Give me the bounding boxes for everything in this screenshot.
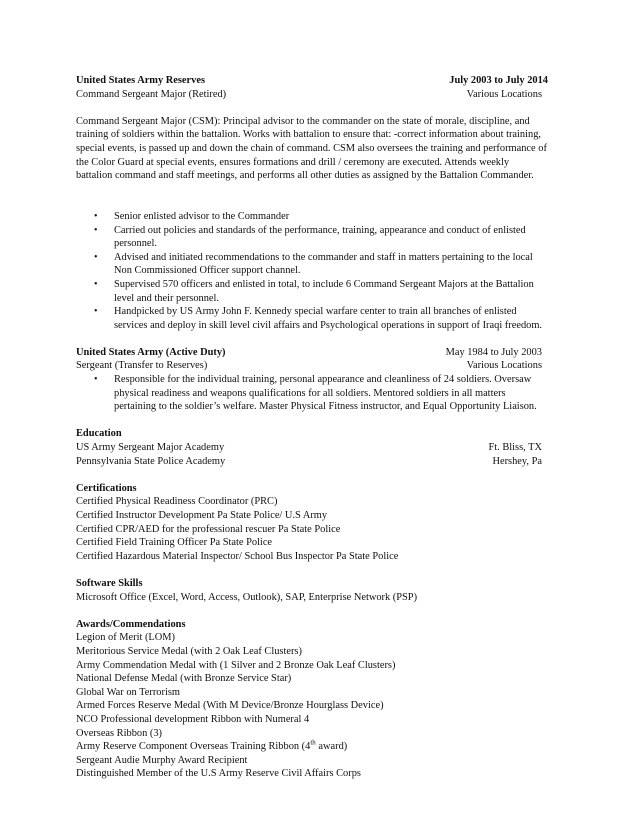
resume-page <box>76 74 548 781</box>
certification-item: Certified Instructor Development Pa State Police/ U.S Army <box>76 510 328 521</box>
award-item-reserve-ribbon <box>76 740 548 754</box>
award-text: award) <box>315 741 348 753</box>
list-item: • Supervised 570 officers and enlisted in total, to include 6 Command Sergeant Majors at the Battalion level and their personnel. <box>92 278 548 305</box>
education-school: US Army Sergeant Major Academy <box>76 442 225 454</box>
job1-title: Command Sergeant Major (Retired) <box>76 88 227 100</box>
award-item: Meritorious Service Medal (with 2 Oak Leaf Clusters) <box>76 645 302 657</box>
job1-subheader <box>76 88 548 102</box>
award-item: National Defense Medal (with Bronze Service Star) <box>76 673 292 685</box>
job2-title: Sergeant (Transfer to Reserves) <box>76 360 208 372</box>
list-item: • Advised and initiated recommendations to the commander and staff in matters pertaining to the local Non Commissioned Officer support channel. <box>92 251 548 278</box>
award-item: Armed Forces Reserve Medal (With M Device/Bronze Hourglass Device) <box>76 700 384 712</box>
certification-item: Certified Hazardous Material Inspector/ School Bus Inspector Pa State Police <box>76 550 399 562</box>
list-item: • Carried out policies and standards of the performance, training, appearance and conduct of enlisted personnel. <box>92 224 548 251</box>
award-item: Army Commendation Medal with (1 Silver and 2 Bronze Oak Leaf Clusters) <box>76 659 396 671</box>
job1-dates: July 2003 to July 2014 <box>449 75 548 86</box>
certification-item: Certified Field Training Officer Pa State Police <box>76 537 273 549</box>
software-heading: Software Skills <box>76 577 143 589</box>
job1-bullet-list <box>92 210 548 332</box>
certification-item: Certified CPR/AED for the professional rescuer Pa State Police <box>76 523 341 535</box>
list-item: • Handpicked by US Army John F. Kennedy special warfare center to train all branches of enlisted services and deploy in skill level civil affairs and Psychological operations in support of Iraqi freedom. <box>92 305 548 332</box>
job2-location: Various Locations <box>466 360 542 372</box>
job2-subheader <box>76 359 548 373</box>
job2-bullet-list <box>92 373 548 414</box>
list-item: • Responsible for the individual training, personal appearance and cleanliness of 24 soldiers. Oversaw physical readiness and weapons qualifications for all soldiers. Mentored soldiers in all matters pertaining to the soldier’s welfare. Master Physical Fitness instructor, and Equal Opportunity Liaison. <box>92 373 548 414</box>
job2-dates: May 1984 to July 2003 <box>445 346 542 358</box>
job1-header <box>76 74 548 88</box>
education-row <box>76 455 548 469</box>
award-item: Global War on Terrorism <box>76 686 180 698</box>
job1-summary: Command Sergeant Major (CSM): Principal advisor to the commander on the state of morale, discipline, and training of soldiers within the battalion. Works with battalion to ensure that: -correct information about training, special events, is passed up and down the chain of command. CSM also oversees the training and performance of the Color Guard at special events, ensures formations and drill / ceremony are executed. Attends weekly battalion command and staff meetings, and performs all other duties as assigned by the Battalion Commander. <box>76 115 547 182</box>
award-superscript: th <box>310 738 316 747</box>
software-text: Microsoft Office (Excel, Word, Access, Outlook), SAP, Enterprise Network (PSP) <box>76 591 418 603</box>
job1-org: United States Army Reserves <box>76 75 205 86</box>
awards-heading: Awards/Commendations <box>76 618 186 630</box>
award-item: Sergeant Audie Murphy Award Recipient <box>76 754 248 766</box>
award-text: Army Reserve Component Overseas Training Ribbon (4 <box>76 741 311 753</box>
education-place: Hershey, Pa <box>492 455 542 467</box>
job2-header <box>76 346 548 360</box>
list-item: • Senior enlisted advisor to the Commander <box>92 210 548 224</box>
education-school: Pennsylvania State Police Academy <box>76 455 226 467</box>
award-item: NCO Professional development Ribbon with Numeral 4 <box>76 713 310 725</box>
job1-location: Various Locations <box>466 88 542 100</box>
award-item: Overseas Ribbon (3) <box>76 727 162 739</box>
education-place: Ft. Bliss, TX <box>488 442 542 454</box>
award-item: Distinguished Member of the U.S Army Reserve Civil Affairs Corps <box>76 768 361 780</box>
education-row <box>76 441 548 455</box>
certification-item: Certified Physical Readiness Coordinator (PRC) <box>76 496 278 508</box>
education-heading: Education <box>76 428 122 440</box>
job2-org: United States Army (Active Duty) <box>76 346 226 358</box>
certifications-heading: Certifications <box>76 482 137 494</box>
award-item: Legion of Merit (LOM) <box>76 632 175 644</box>
